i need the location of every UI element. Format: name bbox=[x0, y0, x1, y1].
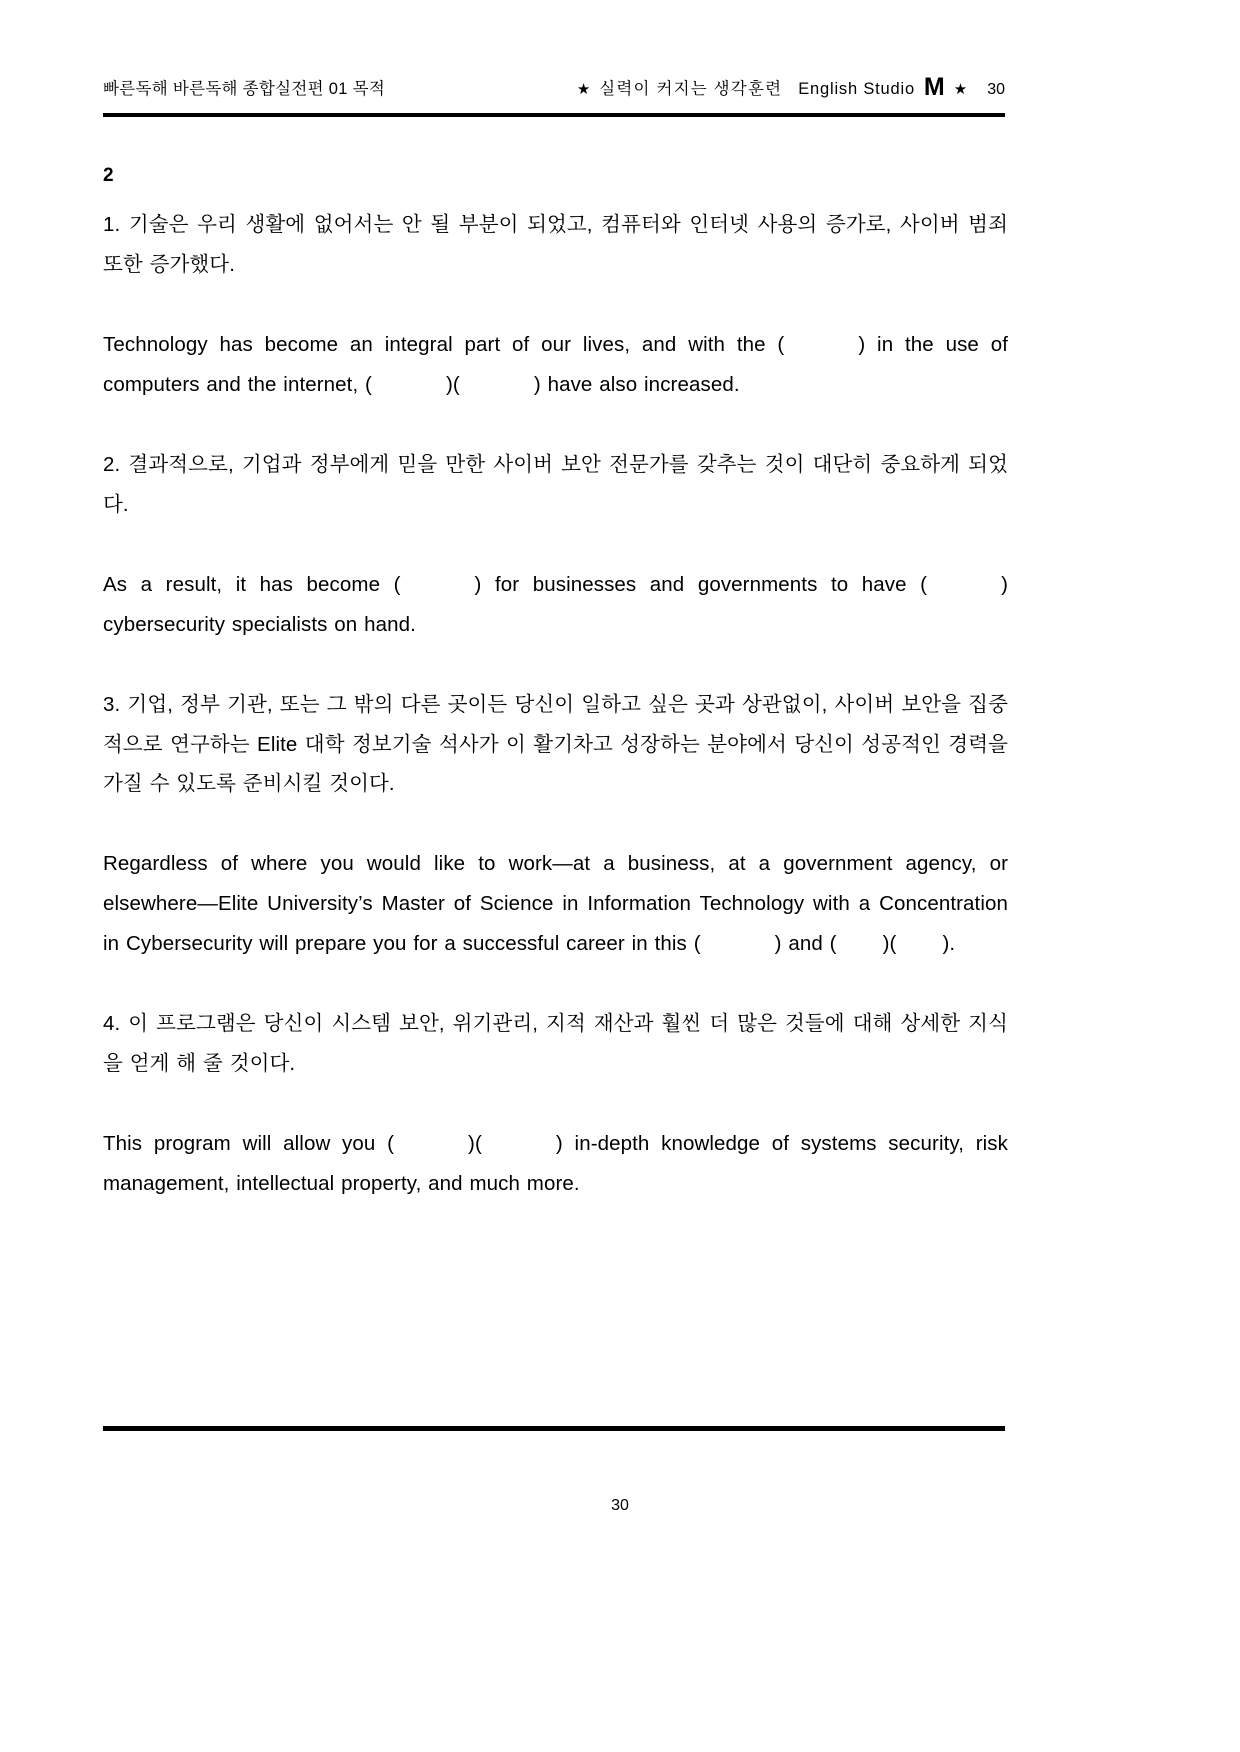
text-run: )( bbox=[468, 1132, 482, 1156]
page-footer bbox=[0, 1497, 1240, 1515]
header-brand-mark: M bbox=[923, 73, 945, 101]
item-3-english bbox=[103, 844, 1008, 964]
star-icon: ★ bbox=[576, 81, 591, 98]
item-4-english bbox=[103, 1124, 1008, 1204]
text-run: )( bbox=[446, 372, 460, 396]
text-run: Technology has become an integral part of our lives, and with the ( bbox=[103, 332, 785, 356]
text-run: ) have also increased. bbox=[533, 372, 740, 396]
item-4-korean: 4. 이 프로그램은 당신이 시스템 보안, 위기관리, 지적 재산과 훨씬 더 많은 것들에 대해 상세한 지식을 얻게 해 줄 것이다. bbox=[103, 1012, 1008, 1076]
footer-divider-rule bbox=[103, 1426, 1005, 1431]
header-brand-name: English Studio bbox=[798, 80, 915, 98]
item-2-korean: 2. 결과적으로, 기업과 정부에게 믿을 만한 사이버 보안 전문가를 갖추는 것이 대단히 중요하게 되었다. bbox=[103, 452, 1008, 516]
item-2-english bbox=[103, 565, 1008, 645]
header-brand-group bbox=[577, 72, 1005, 101]
text-run: As a result, it has become ( bbox=[103, 572, 401, 596]
page-header bbox=[103, 72, 1005, 101]
header-book-title: 빠른독해 바른독해 종합실전편 01 목적 bbox=[103, 80, 386, 98]
text-run: ) in the use of computers and the internet, ( bbox=[103, 332, 1008, 396]
star-icon-2: ★ bbox=[953, 81, 968, 98]
text-run: Regardless of where you would like to work—at a business, at a government agency, or elsewhere—Elite University’s Master of Science in Information Technology with a Concentration in Cybersecurity will prepare you for a successful career in this ( bbox=[103, 852, 1008, 956]
text-run: ). bbox=[942, 932, 956, 956]
text-run: ) cybersecurity specialists on hand. bbox=[103, 572, 1008, 636]
text-run: ) in-depth knowledge of systems security, risk management, intellectual property, and much more. bbox=[103, 1132, 1008, 1196]
item-1-korean: 1. 기술은 우리 생활에 없어서는 안 될 부분이 되었고, 컴퓨터와 인터넷 사용의 증가로, 사이버 범죄 또한 증가했다. bbox=[103, 212, 1008, 276]
text-run: This program will allow you ( bbox=[103, 1132, 395, 1156]
text-run: ) for businesses and governments to have ( bbox=[474, 572, 928, 596]
item-3-korean: 3. 기업, 정부 기관, 또는 그 밖의 다른 곳이든 당신이 일하고 싶은 곳과 상관없이, 사이버 보안을 집중적으로 연구하는 Elite 대학 정보기술 석사가 이 활기차고 성장하는 분야에서 당신이 성공적인 경력을 가질 수 있도록 준비시킬 것이다. bbox=[103, 692, 1008, 796]
item-1-english bbox=[103, 325, 1008, 405]
text-run: )( bbox=[882, 932, 897, 956]
footer-page-number: 30 bbox=[611, 1497, 629, 1514]
header-page-number: 30 bbox=[987, 81, 1005, 98]
text-run: ) and ( bbox=[774, 932, 837, 956]
question-number: 2 bbox=[103, 165, 114, 186]
header-slogan: 실력이 커지는 생각훈련 bbox=[599, 80, 783, 98]
header-divider-rule bbox=[103, 113, 1005, 117]
document-content bbox=[103, 165, 1008, 1204]
